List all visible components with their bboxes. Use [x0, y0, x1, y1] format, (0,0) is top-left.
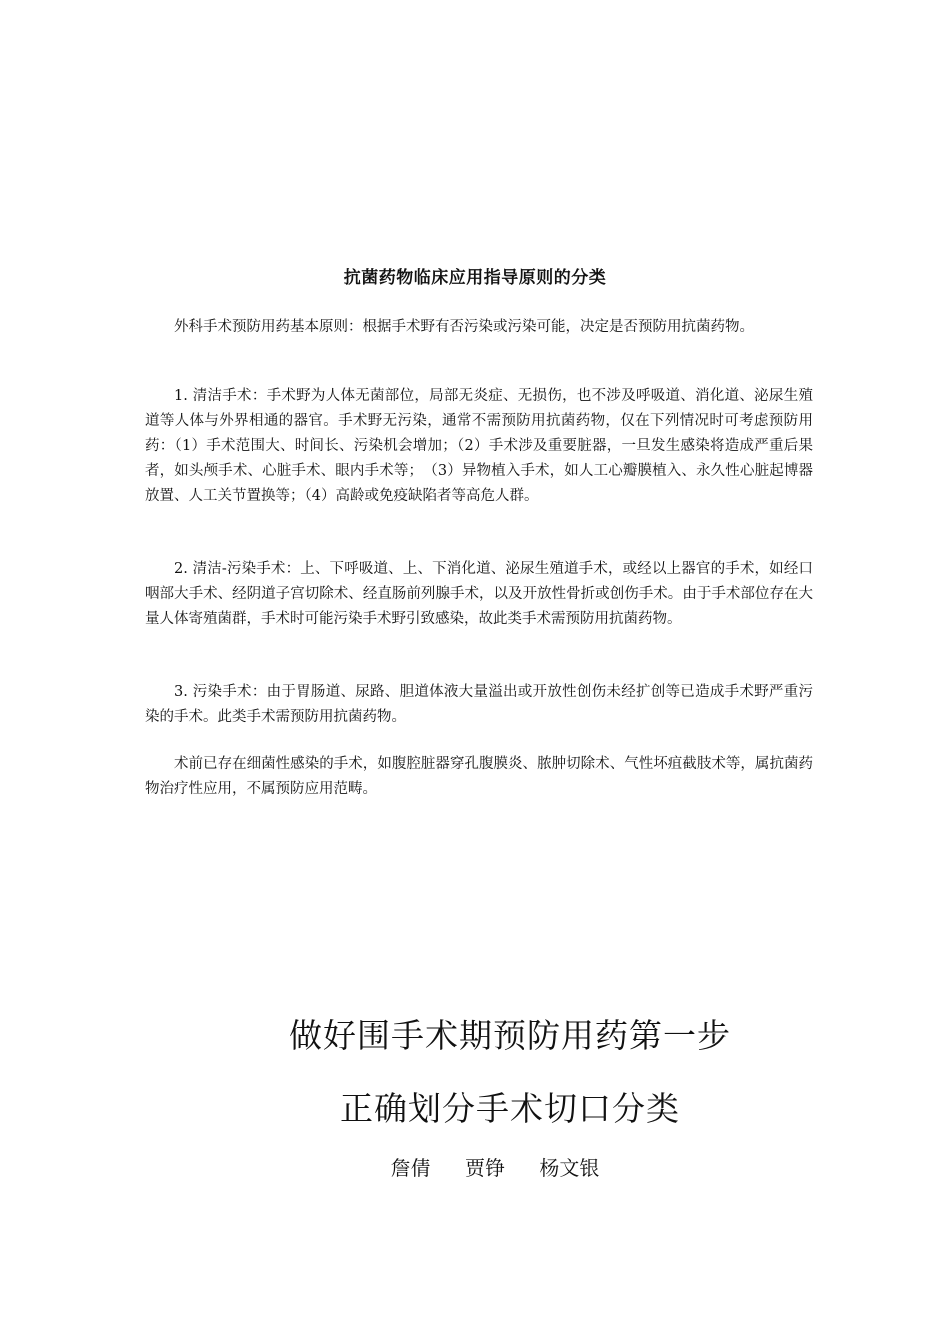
intro-paragraph: 外科手术预防用药基本原则：根据手术野有否污染或污染可能，决定是否预防用抗菌药物。 [174, 319, 754, 335]
clean-surgery-paragraph: 1. 清洁手术：手术野为人体无菌部位，局部无炎症、无损伤，也不涉及呼吸道、消化道、泌尿生殖道等人体与外界相通的器官。手术野无污染，通常不需预防用抗菌药物，仅在下列情况时可考虑预防用药：（1）手术范围大、时间长、污染机会增加；（2）手术涉及重要脏器，一旦发生感染将造成严重后果者，如头颅手术、心脏手术、眼内手术等； （3）异物植入手术，如人工心瓣膜植入、永久性心脏起博器放置、人工关节置换等；（4）高龄或免疫缺陷者等高危人群。 [145, 388, 813, 504]
clean-contaminated-paragraph: 2. 清洁-污染手术：上、下呼吸道、上、下消化道、泌尿生殖道手术，或经以上器官的手术，如经口咽部大手术、经阴道子宫切除术、经直肠前列腺手术，以及开放性骨折或创伤手术。由于手术部位存在大量人体寄殖菌群，手术时可能污染手术野引致感染，故此类手术需预防用抗菌药物。 [145, 561, 813, 627]
author-name: 杨文银 [539, 1156, 600, 1180]
author-name: 詹倩 [390, 1156, 431, 1180]
author-name: 贾铮 [465, 1156, 505, 1180]
article-title-line1: 做好围手术期预防用药第一步 [289, 1016, 731, 1055]
author-list [0, 1153, 950, 1183]
contaminated-surgery-paragraph: 3. 污染手术：由于胃肠道、尿路、胆道体液大量溢出或开放性创伤未经扩创等已造成手术野严重污染的手术。此类手术需预防用抗菌药物。 [145, 684, 813, 725]
infected-surgery-paragraph: 术前已存在细菌性感染的手术，如腹腔脏器穿孔腹膜炎、脓肿切除术、气性坏疽截肢术等，属抗菌药物治疗性应用，不属预防应用范畴。 [145, 756, 813, 797]
section-title: 抗菌药物临床应用指导原则的分类 [343, 268, 607, 288]
article-title-line2: 正确划分手术切口分类 [340, 1089, 680, 1128]
